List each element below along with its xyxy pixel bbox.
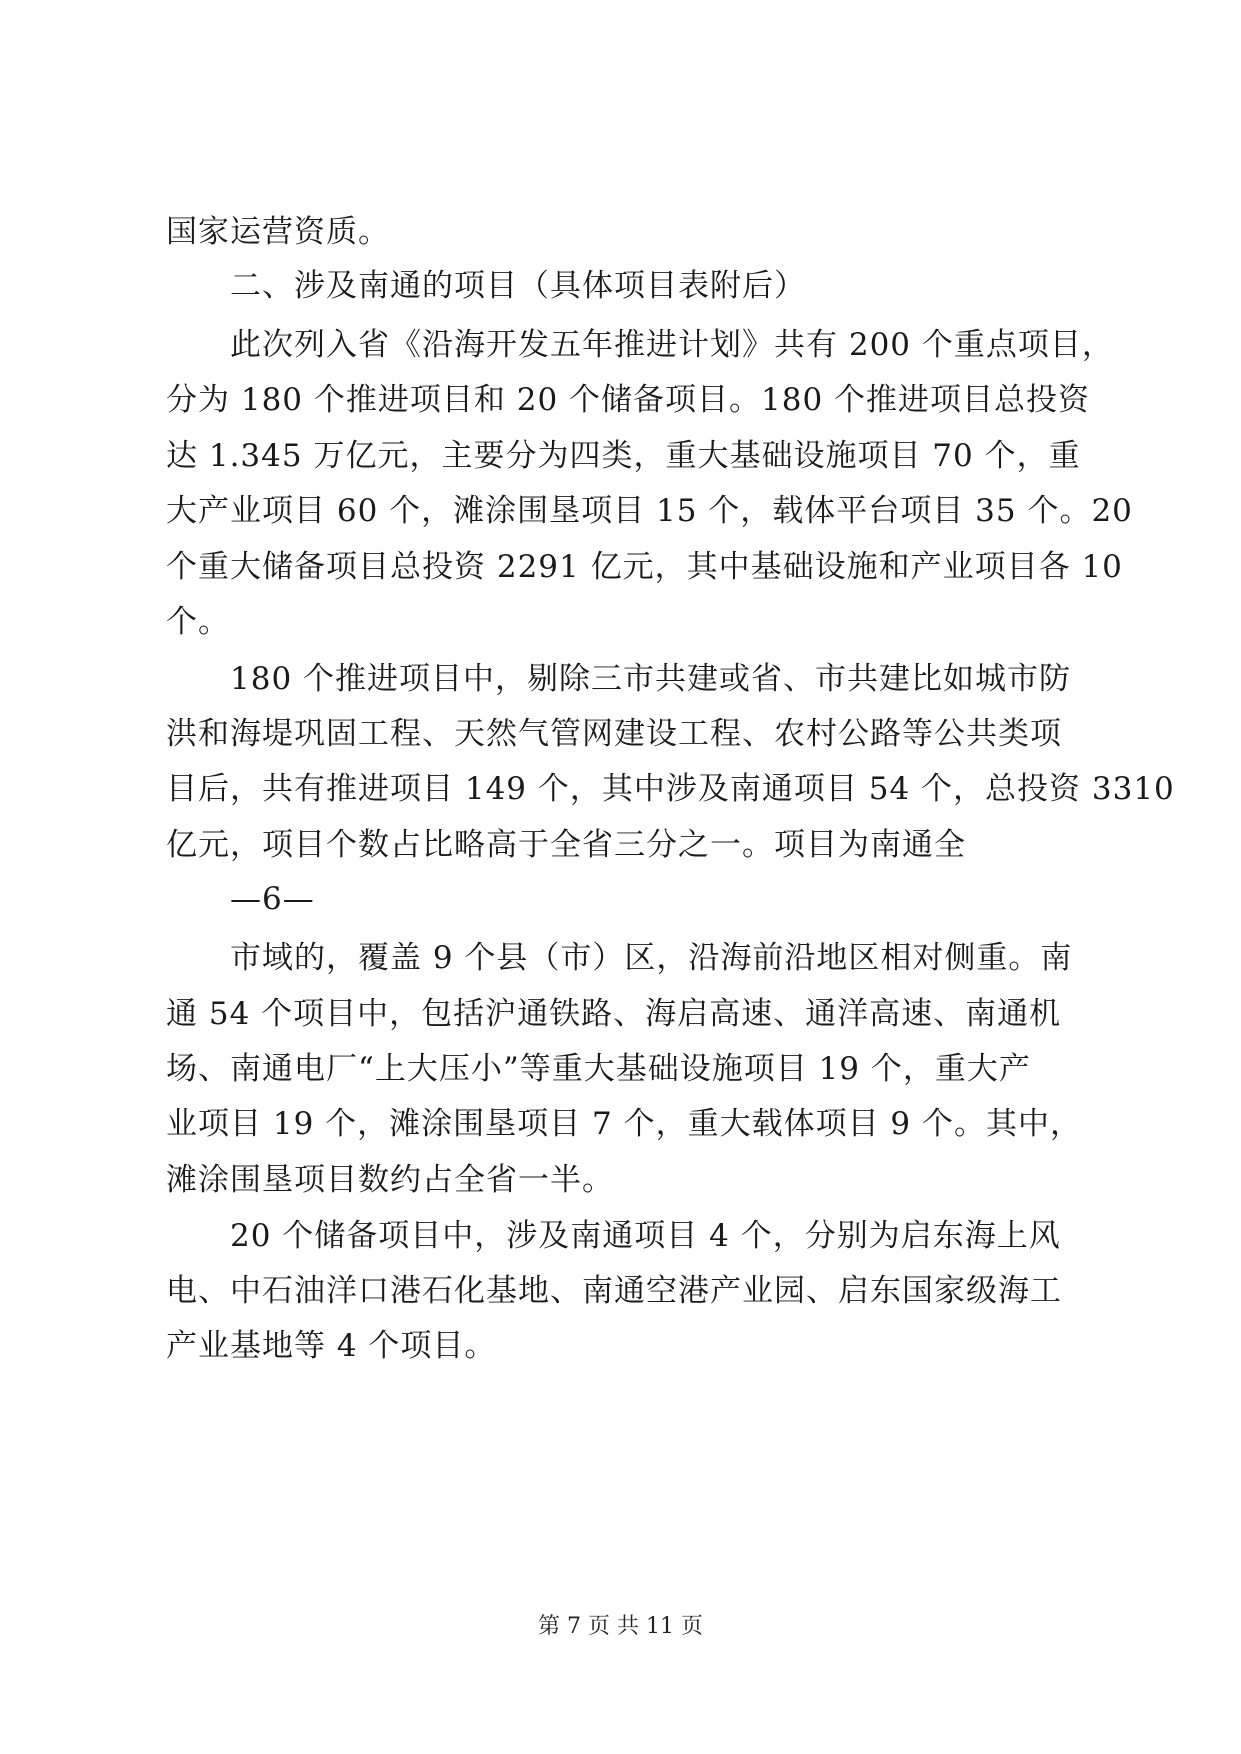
text-line: 180 个推进项目中，剔除三市共建或省、市共建比如城市防 <box>230 661 1072 697</box>
text-line: 业项目 19 个，滩涂围垦项目 7 个，重大载体项目 9 个。其中， <box>166 1106 1083 1142</box>
text-line: 20 个储备项目中，涉及南通项目 4 个，分别为启东海上风 <box>230 1218 1061 1254</box>
text-line: 滩涂围垦项目数约占全省一半。 <box>166 1162 614 1198</box>
text-line: 产业基地等 4 个项目。 <box>166 1328 497 1364</box>
text-line: 大产业项目 60 个，滩涂围垦项目 15 个，载体平台项目 35 个。20 <box>166 493 1133 529</box>
text-line: 洪和海堤巩固工程、天然气管网建设工程、农村公路等公共类项 <box>166 716 1062 752</box>
text-line: 分为 180 个推进项目和 20 个储备项目。180 个推进项目总投资 <box>166 382 1091 418</box>
text-line: 市域的，覆盖 9 个县（市）区，沿海前沿地区相对侧重。南 <box>230 940 1073 976</box>
section-heading: 二、涉及南通的项目（具体项目表附后） <box>230 268 806 304</box>
text-line: 个重大储备项目总投资 2291 亿元，其中基础设施和产业项目各 10 <box>166 549 1123 585</box>
text-line: 目后，共有推进项目 149 个，其中涉及南通项目 54 个，总投资 3310 <box>166 771 1175 807</box>
text-line: 个。 <box>166 604 230 640</box>
text-line: 电、中石油洋口港石化基地、南通空港产业园、启东国家级海工 <box>166 1273 1062 1309</box>
text-line: 亿元，项目个数占比略高于全省三分之一。项目为南通全 <box>166 827 966 863</box>
text-line: 通 54 个项目中，包括沪通铁路、海启高速、通洋高速、南通机 <box>166 996 1062 1032</box>
inline-page-number: —6— <box>230 881 315 917</box>
page-footer: 第 7 页 共 11 页 <box>538 1614 703 1639</box>
text-line: 场、南通电厂“上大压小”等重大基础设施项目 19 个，重大产 <box>166 1051 1031 1087</box>
text-line: 国家运营资质。 <box>166 214 390 250</box>
text-line: 此次列入省《沿海开发五年推进计划》共有 200 个重点项目， <box>230 327 1114 363</box>
text-line: 达 1.345 万亿元，主要分为四类，重大基础设施项目 70 个，重 <box>166 438 1081 474</box>
